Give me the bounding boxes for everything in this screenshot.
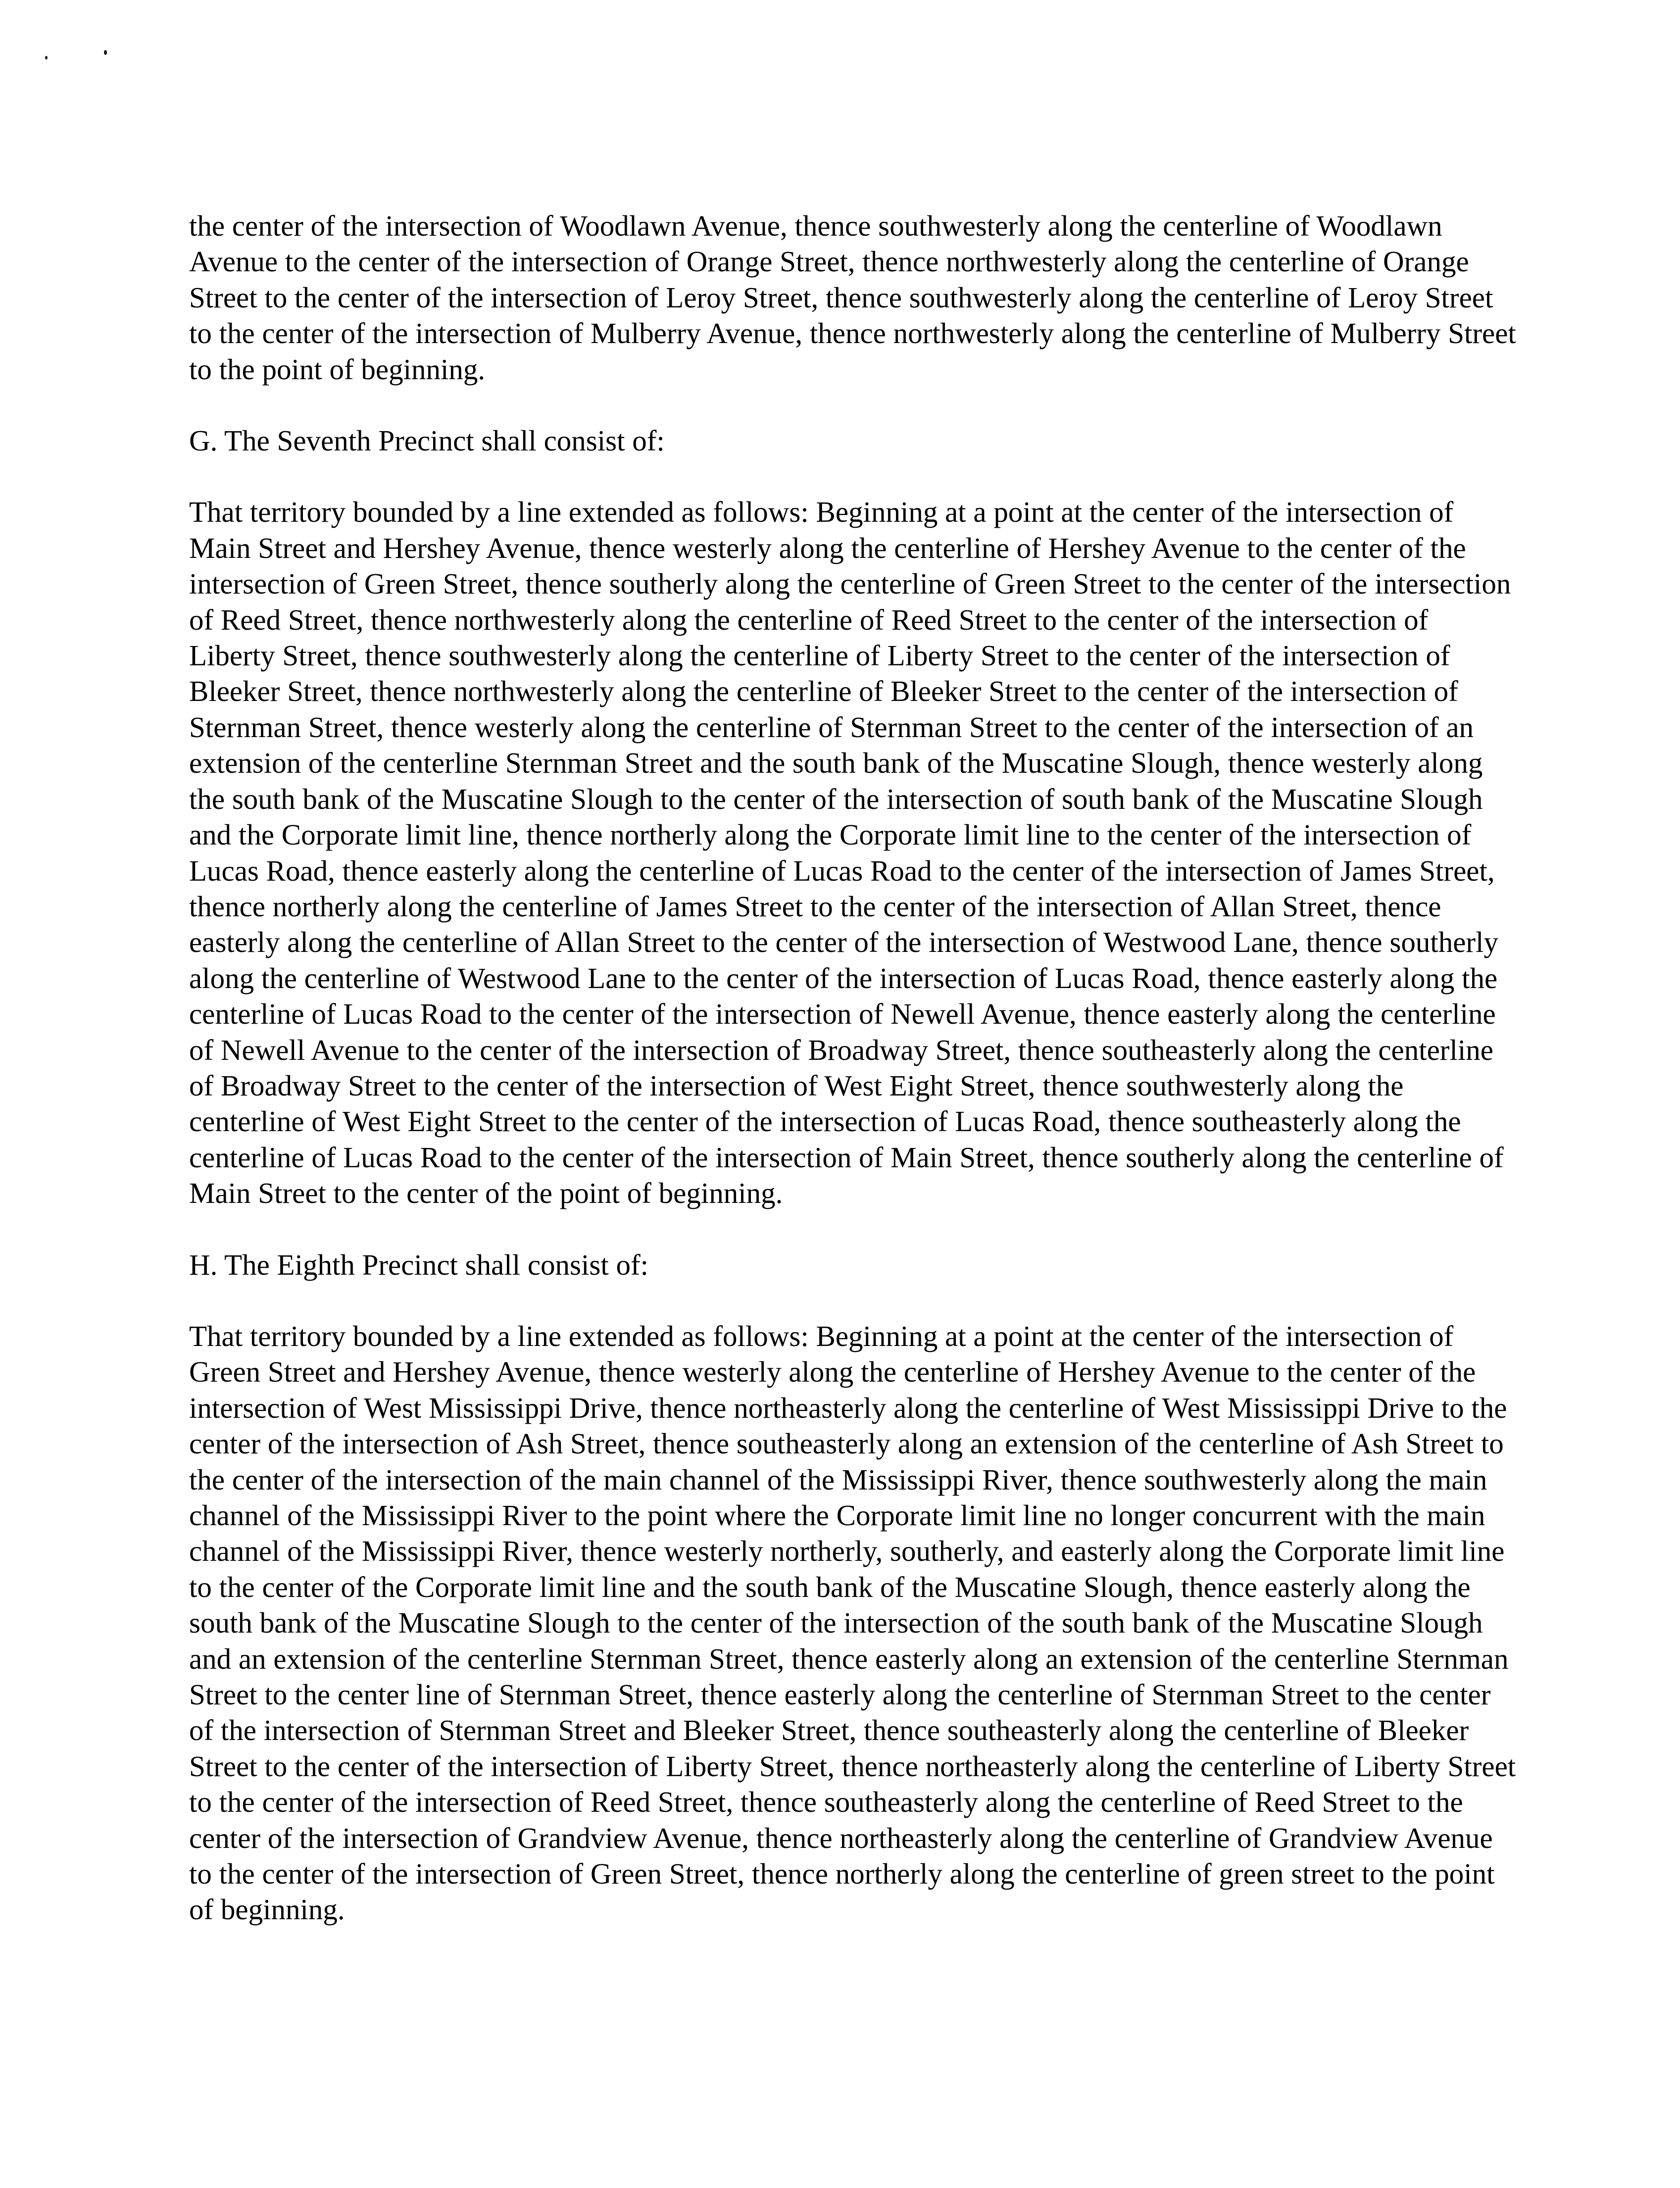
section-body-g: That territory bounded by a line extended as follows: Beginning at a point at the center of the intersection of Main Street and Hershey Avenue, thence westerly along the centerline of Hershey Avenue to the center of the intersection of Green Street, thence southerly along the centerline of Green Street to the center of the intersection of Reed Street, thence northwesterly along the centerline of Reed Street to the center of the intersection of Liberty Street, thence southwesterly along the centerline of Liberty Street to the center of the intersection of Bleeker Street, thence northwesterly along the centerline of Bleeker Street to the center of the intersection of Sternman Street, thence westerly along the centerline of Sternman Street to the center of the intersection of an extension of the centerline Sternman Street and the south bank of the Muscatine Slough, thence westerly along the south bank of the Muscatine Slough to the center of the intersection of south bank of the Muscatine Slough and the Corporate limit line, thence northerly along the Corporate limit line to the center of the intersection of Lucas Road, thence easterly along the centerline of Lucas Road to the center of the intersection of James Street, thence northerly along the centerline of James Street to the center of the intersection of Allan Street, thence easterly along the centerline of Allan Street to the center of the intersection of Westwood Lane, thence southerly along the centerline of Westwood Lane to the center of the intersection of Lucas Road, thence easterly along the centerline of Lucas Road to the center of the intersection of Newell Avenue, thence easterly along the centerline of Newell Avenue to the center of the intersection of Broadway Street, thence southeasterly along the centerline of Broadway Street to the center of the intersection of West Eight Street, thence southwesterly along the centerline of West Eight Street to the center of the intersection of Lucas Road, thence southeasterly along the centerline of Lucas Road to the center of the intersection of Main Street, thence southerly along the centerline of Main Street to the center of the point of beginning. xyxy=(189,496,1511,1210)
document-body xyxy=(189,208,1521,1928)
section-heading-h: H. The Eighth Precinct shall consist of: xyxy=(189,1248,649,1281)
continuation-paragraph: the center of the intersection of Woodlawn Avenue, thence southwesterly along the centerline of Woodlawn Avenue to the center of the intersection of Orange Street, thence northwesterly along the centerline of Orange Street to the center of the intersection of Leroy Street, thence southwesterly along the centerline of Leroy Street to the center of the intersection of Mulberry Avenue, thence northwesterly along the centerline of Mulberry Street to the point of beginning. xyxy=(189,209,1516,386)
section-body-h: That territory bounded by a line extended as follows: Beginning at a point at the center of the intersection of Green Street and Hershey Avenue, thence westerly along the centerline of Hershey Avenue to the center of the intersection of West Mississippi Drive, thence northeasterly along the centerline of West Mississippi Drive to the center of the intersection of Ash Street, thence southeasterly along an extension of the centerline of Ash Street to the center of the intersection of the main channel of the Mississippi River, thence southwesterly along the main channel of the Mississippi River to the point where the Corporate limit line no longer concurrent with the main channel of the Mississippi River, thence westerly northerly, southerly, and easterly along the Corporate limit line to the center of the Corporate limit line and the south bank of the Muscatine Slough, thence easterly along the south bank of the Muscatine Slough to the center of the intersection of the south bank of the Muscatine Slough and an extension of the centerline Sternman Street, thence easterly along an extension of the centerline Sternman Street to the center line of Sternman Street, thence easterly along the centerline of Sternman Street to the center of the intersection of Sternman Street and Bleeker Street, thence southeasterly along the centerline of Bleeker Street to the center of the intersection of Liberty Street, thence northeasterly along the centerline of Liberty Street to the center of the intersection of Reed Street, thence southeasterly along the centerline of Reed Street to the center of the intersection of Grandview Avenue, thence northeasterly along the centerline of Grandview Avenue to the center of the intersection of Green Street, thence northerly along the centerline of green street to the point of beginning. xyxy=(189,1319,1516,1926)
scan-speck xyxy=(45,56,48,59)
section-heading-g: G. The Seventh Precinct shall consist of: xyxy=(189,424,665,457)
scan-speck xyxy=(104,50,107,55)
